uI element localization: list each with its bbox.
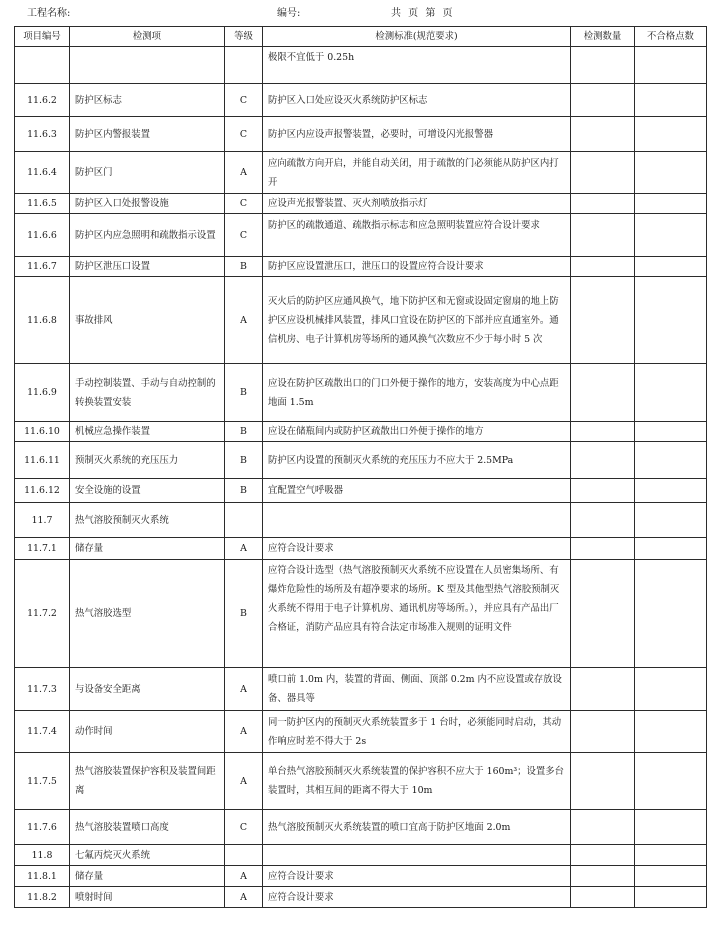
- table-row: [15, 257, 707, 277]
- row-item: 七氟丙烷灭火系统: [70, 845, 225, 866]
- row-grade: C: [225, 810, 263, 845]
- row-item: 热气溶胶装置保护容积及装置间距离: [70, 753, 225, 810]
- col-header-count: 检测数量: [571, 27, 635, 47]
- table-row: [15, 866, 707, 887]
- row-count-cell[interactable]: [571, 479, 635, 503]
- row-id: 11.6.5: [15, 194, 70, 214]
- table-row: [15, 711, 707, 753]
- row-count-cell[interactable]: [571, 711, 635, 753]
- table-header-row: [15, 27, 707, 47]
- row-fail-cell[interactable]: [635, 711, 707, 753]
- row-item: 防护区入口处报警设施: [70, 194, 225, 214]
- row-count-cell[interactable]: [571, 257, 635, 277]
- row-count-cell[interactable]: [571, 503, 635, 538]
- row-item: 热气溶胶装置喷口高度: [70, 810, 225, 845]
- row-id: [15, 47, 70, 84]
- row-count-cell[interactable]: [571, 442, 635, 479]
- row-fail-cell[interactable]: [635, 47, 707, 84]
- row-standard: [263, 845, 571, 866]
- row-grade: C: [225, 214, 263, 257]
- table-row: [15, 47, 707, 84]
- row-count-cell[interactable]: [571, 668, 635, 711]
- row-standard: 应设在储瓶间内或防护区疏散出口外便于操作的地方: [263, 422, 571, 442]
- row-standard: 热气溶胶预制灭火系统装置的喷口宜高于防护区地面 2.0m: [263, 810, 571, 845]
- row-item: 热气溶胶预制灭火系统: [70, 503, 225, 538]
- row-count-cell[interactable]: [571, 84, 635, 117]
- row-grade: B: [225, 479, 263, 503]
- row-grade: A: [225, 277, 263, 364]
- row-fail-cell[interactable]: [635, 538, 707, 560]
- row-count-cell[interactable]: [571, 422, 635, 442]
- row-grade: A: [225, 538, 263, 560]
- row-item: 预制灭火系统的充压压力: [70, 442, 225, 479]
- row-grade: B: [225, 257, 263, 277]
- row-fail-cell[interactable]: [635, 560, 707, 668]
- table-row: [15, 503, 707, 538]
- number-label: 编号:: [277, 8, 301, 19]
- row-standard: 应符合设计要求: [263, 866, 571, 887]
- pages-label: 共 页 第 页: [391, 8, 453, 19]
- row-grade: B: [225, 442, 263, 479]
- row-grade: C: [225, 194, 263, 214]
- row-id: 11.6.8: [15, 277, 70, 364]
- row-standard: 应向疏散方向开启，并能自动关闭，用于疏散的门必须能从防护区内打开: [263, 152, 571, 194]
- row-grade: A: [225, 866, 263, 887]
- row-fail-cell[interactable]: [635, 194, 707, 214]
- row-standard: 应符合设计选型（热气溶胶预制灭火系统不应设置在人员密集场所、有爆炸危险性的场所及有超净要求的场所。K 型及其他型热气溶胶预制灭火系统不得用于电子计算机房、通讯机房等场所。），并应具有产品出厂合格证，消防产品应具有符合法定市场准入规则的证明文件: [263, 560, 571, 668]
- row-grade: [225, 47, 263, 84]
- row-item: 防护区内应急照明和疏散指示设置: [70, 214, 225, 257]
- row-fail-cell[interactable]: [635, 810, 707, 845]
- row-fail-cell[interactable]: [635, 257, 707, 277]
- row-item: 防护区泄压口设置: [70, 257, 225, 277]
- row-fail-cell[interactable]: [635, 442, 707, 479]
- col-header-standard: 检测标准(规范要求): [263, 27, 571, 47]
- table-row: [15, 214, 707, 257]
- row-id: 11.6.7: [15, 257, 70, 277]
- row-fail-cell[interactable]: [635, 152, 707, 194]
- row-count-cell[interactable]: [571, 538, 635, 560]
- row-item: 热气溶胶选型: [70, 560, 225, 668]
- table-row: [15, 845, 707, 866]
- row-standard: 防护区内设置的预制灭火系统的充压压力不应大于 2.5MPa: [263, 442, 571, 479]
- row-item: 与设备安全距离: [70, 668, 225, 711]
- row-fail-cell[interactable]: [635, 845, 707, 866]
- row-item: 动作时间: [70, 711, 225, 753]
- table-row: [15, 152, 707, 194]
- row-count-cell[interactable]: [571, 152, 635, 194]
- row-standard: 灭火后的防护区应通风换气，地下防护区和无窗或设固定窗扇的地上防护区应设机械排风装置，排风口宜设在防护区的下部并应直通室外。通信机房、电子计算机房等场所的通风换气次数应不少于每小时 5 次: [263, 277, 571, 364]
- row-id: 11.8.1: [15, 866, 70, 887]
- row-id: 11.8.2: [15, 887, 70, 908]
- row-fail-cell[interactable]: [635, 866, 707, 887]
- row-fail-cell[interactable]: [635, 668, 707, 711]
- row-item: 手动控制装置、手动与自动控制的转换装置安装: [70, 364, 225, 422]
- row-item: 防护区门: [70, 152, 225, 194]
- row-count-cell[interactable]: [571, 887, 635, 908]
- row-grade: C: [225, 84, 263, 117]
- row-id: 11.7.4: [15, 711, 70, 753]
- row-fail-cell[interactable]: [635, 84, 707, 117]
- row-count-cell[interactable]: [571, 47, 635, 84]
- row-grade: A: [225, 753, 263, 810]
- row-grade: A: [225, 887, 263, 908]
- row-standard: 同一防护区内的预制灭火系统装置多于 1 台时，必须能同时启动，其动作响应时差不得大于 2s: [263, 711, 571, 753]
- row-grade: B: [225, 364, 263, 422]
- table-row: [15, 560, 707, 668]
- row-count-cell[interactable]: [571, 810, 635, 845]
- row-fail-cell[interactable]: [635, 479, 707, 503]
- row-id: 11.6.9: [15, 364, 70, 422]
- row-standard: 喷口前 1.0m 内，装置的背面、侧面、顶部 0.2m 内不应设置或存放设备、器具等: [263, 668, 571, 711]
- row-count-cell[interactable]: [571, 753, 635, 810]
- col-header-item: 检测项: [70, 27, 225, 47]
- form-header: [0, 7, 719, 21]
- row-count-cell[interactable]: [571, 845, 635, 866]
- row-item: 防护区内警报装置: [70, 117, 225, 152]
- project-name-label: 工程名称:: [27, 8, 71, 19]
- row-count-cell[interactable]: [571, 117, 635, 152]
- row-item: 防护区标志: [70, 84, 225, 117]
- table-row: [15, 422, 707, 442]
- row-standard: 应符合设计要求: [263, 538, 571, 560]
- row-standard: 防护区应设置泄压口，泄压口的设置应符合设计要求: [263, 257, 571, 277]
- table-row: [15, 479, 707, 503]
- row-item: 储存量: [70, 866, 225, 887]
- inspection-table: [14, 26, 707, 908]
- row-fail-cell[interactable]: [635, 422, 707, 442]
- row-standard: 防护区入口处应设灭火系统防护区标志: [263, 84, 571, 117]
- row-id: 11.7.5: [15, 753, 70, 810]
- row-id: 11.6.4: [15, 152, 70, 194]
- row-fail-cell[interactable]: [635, 214, 707, 257]
- row-grade: [225, 503, 263, 538]
- row-id: 11.7.2: [15, 560, 70, 668]
- row-standard: 应符合设计要求: [263, 887, 571, 908]
- row-id: 11.6.3: [15, 117, 70, 152]
- row-item: 事故排风: [70, 277, 225, 364]
- table-row: [15, 84, 707, 117]
- row-item: 安全设施的设置: [70, 479, 225, 503]
- row-standard: 单台热气溶胶预制灭火系统装置的保护容积不应大于 160m³；设置多台装置时，其相互间的距离不得大于 10m: [263, 753, 571, 810]
- row-id: 11.6.11: [15, 442, 70, 479]
- row-grade: B: [225, 560, 263, 668]
- row-id: 11.6.6: [15, 214, 70, 257]
- row-grade: B: [225, 422, 263, 442]
- row-item: 喷射时间: [70, 887, 225, 908]
- row-standard: [263, 503, 571, 538]
- row-id: 11.7: [15, 503, 70, 538]
- table-row: [15, 887, 707, 908]
- row-fail-cell[interactable]: [635, 887, 707, 908]
- row-grade: A: [225, 711, 263, 753]
- col-header-id: 项目编号: [15, 27, 70, 47]
- table-row: [15, 194, 707, 214]
- row-id: 11.6.10: [15, 422, 70, 442]
- row-fail-cell[interactable]: [635, 753, 707, 810]
- row-id: 11.6.12: [15, 479, 70, 503]
- row-grade: A: [225, 152, 263, 194]
- row-item: [70, 47, 225, 84]
- row-standard: 应设声光报警装置、灭火剂喷放指示灯: [263, 194, 571, 214]
- row-count-cell[interactable]: [571, 560, 635, 668]
- row-count-cell[interactable]: [571, 277, 635, 364]
- row-item: 机械应急操作装置: [70, 422, 225, 442]
- table-row: [15, 364, 707, 422]
- row-fail-cell[interactable]: [635, 277, 707, 364]
- row-fail-cell[interactable]: [635, 364, 707, 422]
- table-row: [15, 753, 707, 810]
- row-standard: 极限不宜低于 0.25h: [263, 47, 571, 84]
- table-row: [15, 810, 707, 845]
- row-id: 11.7.1: [15, 538, 70, 560]
- table-row: [15, 538, 707, 560]
- col-header-grade: 等级: [225, 27, 263, 47]
- row-grade: C: [225, 117, 263, 152]
- table-row: [15, 668, 707, 711]
- row-item: 储存量: [70, 538, 225, 560]
- col-header-fail-count: 不合格点数: [635, 27, 707, 47]
- row-standard: 宜配置空气呼吸器: [263, 479, 571, 503]
- row-count-cell[interactable]: [571, 194, 635, 214]
- row-standard: 防护区的疏散通道、疏散指示标志和应急照明装置应符合设计要求: [263, 214, 571, 257]
- row-id: 11.8: [15, 845, 70, 866]
- row-fail-cell[interactable]: [635, 117, 707, 152]
- row-count-cell[interactable]: [571, 866, 635, 887]
- row-fail-cell[interactable]: [635, 503, 707, 538]
- row-count-cell[interactable]: [571, 364, 635, 422]
- row-standard: 应设在防护区疏散出口的门口外便于操作的地方，安装高度为中心点距地面 1.5m: [263, 364, 571, 422]
- row-id: 11.7.3: [15, 668, 70, 711]
- row-id: 11.6.2: [15, 84, 70, 117]
- row-count-cell[interactable]: [571, 214, 635, 257]
- table-row: [15, 442, 707, 479]
- row-id: 11.7.6: [15, 810, 70, 845]
- row-grade: A: [225, 668, 263, 711]
- row-grade: [225, 845, 263, 866]
- table-row: [15, 117, 707, 152]
- table-row: [15, 277, 707, 364]
- row-standard: 防护区内应设声报警装置，必要时，可增设闪光报警器: [263, 117, 571, 152]
